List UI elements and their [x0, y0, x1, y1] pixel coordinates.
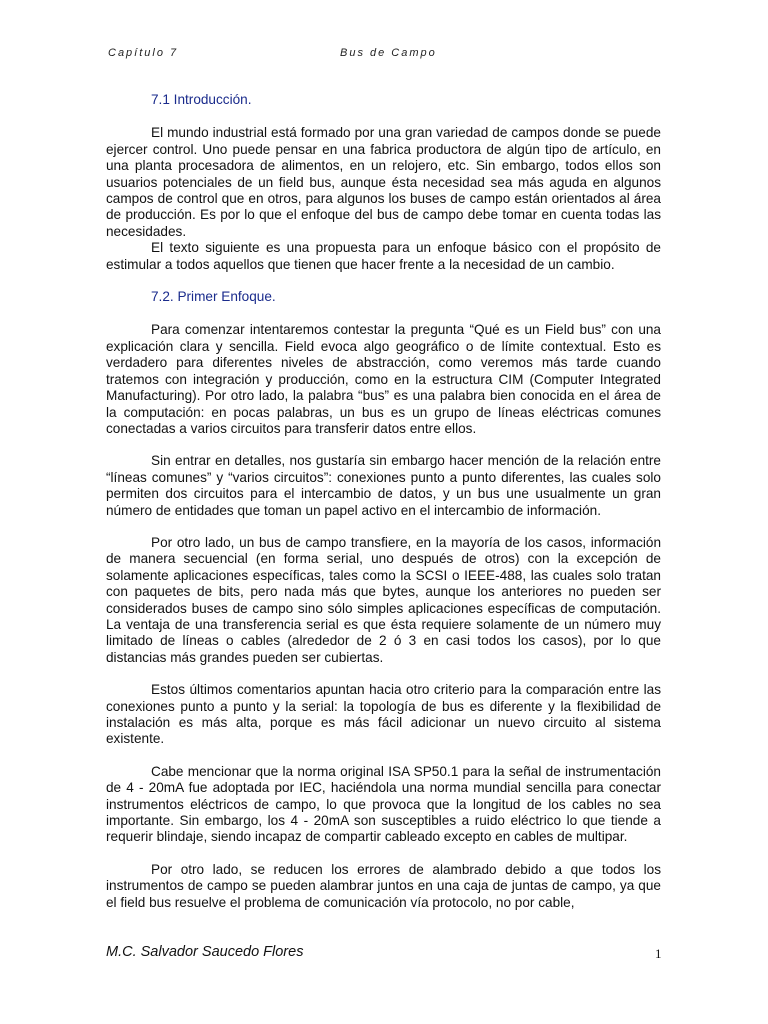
chapter-header: Capítulo 7: [108, 47, 179, 59]
paragraph: El mundo industrial está formado por una gran variedad de campos donde se puede ejercer control. Uno puede pensar en una fabrica productora de algún tipo de artículo, en una planta procesadora de alimentos, en un relojero, etc. Sin embargo, todos ellos son usuarios potenciales de un field bus, aunque ésta necesidad sea más aguda en algunos campos de control que en otros, para algunos los buses de campo están orientados al área de producción. Es por lo que el enfoque del bus de campo debe tomar en cuenta todas las necesidades.: [106, 125, 661, 239]
paragraph: Por otro lado, un bus de campo transfiere, en la mayoría de los casos, información de manera secuencial (en forma serial, uno después de otros) con la excepción de solamente aplicaciones específicas, tales como la SCSI o IEEE-488, las cuales solo tratan con paquetes de bits, pero nada más que bytes, aunque los anteriores no pueden ser considerados buses de campo sino sólo simples aplicaciones específicas de computación. La ventaja de una transferencia serial es que ésta requiere solamente de un número muy limitado de líneas o cables (alrededor de 2 ó 3 en casi todos los casos), por lo que distancias más grandes pueden ser cubiertas.: [106, 534, 661, 665]
section-heading-primer-enfoque: 7.2. Primer Enfoque.: [151, 289, 276, 305]
paragraph: El texto siguiente es una propuesta para un enfoque básico con el propósito de estimular a todos aquellos que tienen que hacer frente a la necesidad de un cambio.: [106, 240, 661, 272]
section-heading-introduction: 7.1 Introducción.: [151, 92, 252, 107]
footer-author: M.C. Salvador Saucedo Flores: [106, 944, 304, 960]
paragraph: Sin entrar en detalles, nos gustaría sin embargo hacer mención de la relación entre “líneas comunes” y “varios circuitos”: conexiones punto a punto diferentes, las cuales solo permiten dos circuitos para el intercambio de datos, y un bus une usualmente un gran número de entidades que toman un papel activo en el intercambio de información.: [106, 453, 661, 518]
page-body: [106, 92, 661, 911]
paragraph: Estos últimos comentarios apuntan hacia otro criterio para la comparación entre las conexiones punto a punto y la serial: la topología de bus es diferente y la flexibilidad de instalación es más alta, porque es más fácil adicionar un nuevo circuito al sistema existente.: [106, 682, 661, 747]
paragraph: Para comenzar intentaremos contestar la pregunta “Qué es un Field bus” con una explicación clara y sencilla. Field evoca algo geográfico o de límite contextual. Esto es verdadero para diferentes niveles de abstracción, como veremos más tarde cuando tratemos con integración y producción, como en la estructura CIM (Computer Integrated Manufacturing). Por otro lado, la palabra “bus” es una palabra bien conocida en el área de la computación: en pocas palabras, un bus es un grupo de líneas eléctricas comunes conectadas a varios circuitos para transferir datos entre ellos.: [106, 322, 661, 436]
paragraph: Cabe mencionar que la norma original ISA SP50.1 para la señal de instrumentación de 4 - 20mA fue adoptada por IEC, haciéndola una norma mundial sencilla para conectar instrumentos eléctricos de campo, lo que provoca que la longitud de los cables no sea importante. Sin embargo, los 4 - 20mA son susceptibles a ruido eléctrico lo que tiende a requerir blindaje, siendo incapaz de compartir cableado excepto en cables de multipar.: [106, 763, 661, 845]
document-title-header: Bus de Campo: [340, 47, 437, 59]
paragraph: Por otro lado, se reducen los errores de alambrado debido a que todos los instrumentos de campo se pueden alambrar juntos en una caja de juntas de campo, ya que el field bus resuelve el problema de comunicación vía protocolo, no por cable,: [106, 861, 661, 910]
page-number: 1: [655, 946, 662, 961]
